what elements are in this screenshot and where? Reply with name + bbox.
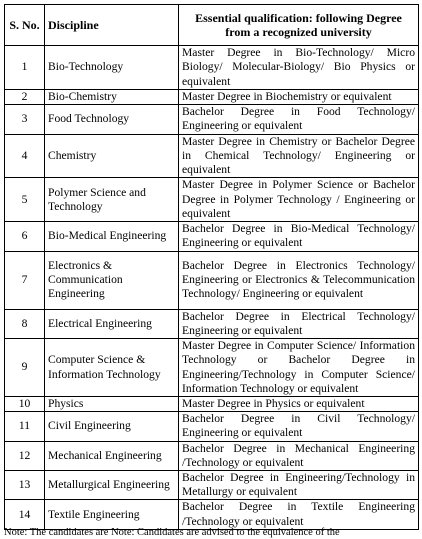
row-sno: 2	[5, 90, 45, 105]
table-row	[5, 90, 419, 105]
table-row	[5, 471, 419, 500]
row-discipline: Bio-Technology	[45, 46, 179, 90]
row-discipline: Electronics & Communication Engineering	[45, 251, 179, 309]
table-row	[5, 397, 419, 412]
header-qualification: Essential qualification: following Degree from a recognized university	[179, 5, 419, 46]
footnote-text: Note: The candidates are Note: Candidates are advised to the equivalence of the	[4, 527, 340, 538]
row-sno: 3	[5, 105, 45, 134]
row-discipline: Polymer Science and Technology	[45, 178, 179, 222]
row-qualification: Bachelor Degree in Electronics Technology/ Engineering or Electronics & Telecommunication Technology/ Engineering or equivalent	[179, 251, 419, 309]
table-row	[5, 441, 419, 470]
row-qualification: Master Degree in Biochemistry or equivalent	[179, 90, 419, 105]
row-qualification: Bachelor Degree in Food Technology/ Engineering or equivalent	[179, 105, 419, 134]
table-row	[5, 412, 419, 441]
row-qualification: Master Degree in Computer Science/ Information Technology or Bachelor Degree in Engineering/Technology in Computer Science/ Information Technology or equivalent	[179, 339, 419, 397]
table-row	[5, 309, 419, 338]
row-discipline: Computer Science & Information Technology	[45, 339, 179, 397]
row-sno: 14	[5, 500, 45, 529]
row-sno: 5	[5, 178, 45, 222]
row-discipline: Metallurgical Engineering	[45, 471, 179, 500]
table-row	[5, 251, 419, 309]
table-row	[5, 178, 419, 222]
row-qualification: Master Degree in Chemistry or Bachelor Degree in Chemical Technology/ Engineering or equivalent	[179, 134, 419, 178]
table-row	[5, 339, 419, 397]
row-sno: 6	[5, 222, 45, 251]
table-row	[5, 105, 419, 134]
row-sno: 13	[5, 471, 45, 500]
row-sno: 4	[5, 134, 45, 178]
row-discipline: Food Technology	[45, 105, 179, 134]
header-sno: S. No.	[5, 5, 45, 46]
row-qualification: Bachelor Degree in Mechanical Engineering /Technology or equivalent	[179, 441, 419, 470]
table-row	[5, 222, 419, 251]
row-qualification: Bachelor Degree in Civil Technology/ Engineering or equivalent	[179, 412, 419, 441]
row-sno: 10	[5, 397, 45, 412]
row-qualification: Bachelor Degree in Bio-Medical Technology/ Engineering or equivalent	[179, 222, 419, 251]
row-sno: 9	[5, 339, 45, 397]
row-qualification: Master Degree in Polymer Science or Bachelor Degree in Polymer Technology / Engineering or equivalent	[179, 178, 419, 222]
row-sno: 1	[5, 46, 45, 90]
qualification-table	[4, 4, 419, 530]
row-qualification: Bachelor Degree in Engineering/Technology in Metallurgy or equivalent	[179, 471, 419, 500]
row-sno: 12	[5, 441, 45, 470]
table-row	[5, 134, 419, 178]
row-discipline: Textile Engineering	[45, 500, 179, 529]
row-qualification: Bachelor Degree in Textile Engineering /Technology or equivalent	[179, 500, 419, 529]
table-header-row	[5, 5, 419, 46]
table-row	[5, 500, 419, 529]
row-discipline: Mechanical Engineering	[45, 441, 179, 470]
row-discipline: Bio-Chemistry	[45, 90, 179, 105]
row-qualification: Master Degree in Physics or equivalent	[179, 397, 419, 412]
row-qualification: Bachelor Degree in Electrical Technology/ Engineering or equivalent	[179, 309, 419, 338]
row-sno: 8	[5, 309, 45, 338]
header-discipline: Discipline	[45, 5, 179, 46]
row-sno: 11	[5, 412, 45, 441]
row-discipline: Physics	[45, 397, 179, 412]
row-discipline: Bio-Medical Engineering	[45, 222, 179, 251]
row-qualification: Master Degree in Bio-Technology/ Micro Biology/ Molecular-Biology/ Bio Physics or equivalent	[179, 46, 419, 90]
table-row	[5, 46, 419, 90]
row-discipline: Electrical Engineering	[45, 309, 179, 338]
row-discipline: Chemistry	[45, 134, 179, 178]
row-sno: 7	[5, 251, 45, 309]
row-discipline: Civil Engineering	[45, 412, 179, 441]
